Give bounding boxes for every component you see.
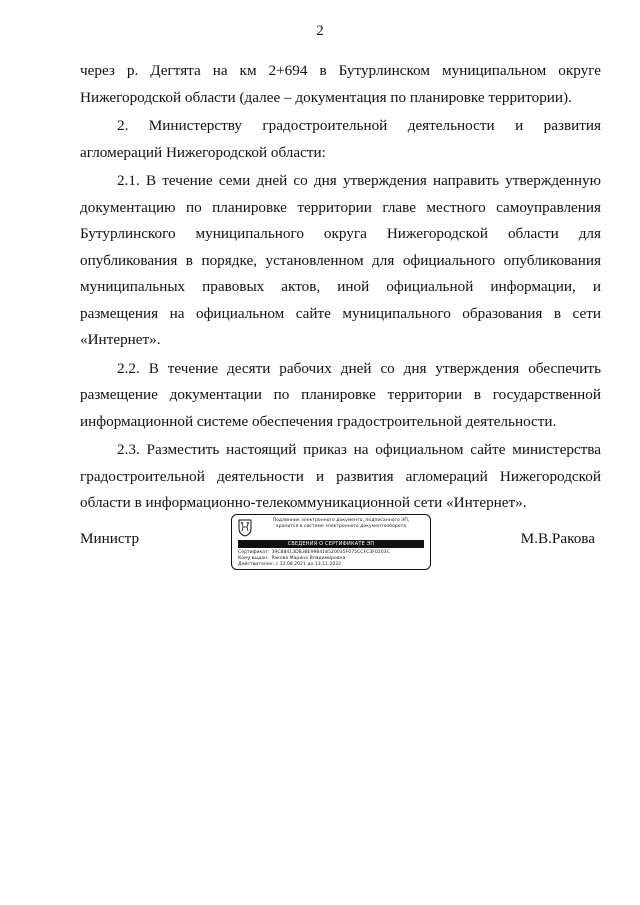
deer-coat-of-arms-icon bbox=[238, 519, 252, 537]
stamp-header-line-2: хранится в системе электронного документооборота bbox=[275, 524, 407, 529]
stamp-header bbox=[256, 518, 426, 530]
issued-to-label: Кому выдан: bbox=[238, 555, 269, 561]
paragraph-item-2-3: 2.3. Разместить настоящий приказ на официальном сайте министерства градостроительной деятельности и развития агломераций Нижегородской области в информационно-телекоммуникационной сети «Интернет». bbox=[80, 441, 601, 511]
signature-block bbox=[80, 514, 601, 574]
page-number: 2 bbox=[316, 23, 324, 39]
valid-value: с 13.08.2021 до 13.11.2022 bbox=[275, 561, 342, 567]
stamp-details bbox=[238, 550, 424, 567]
valid-row bbox=[238, 562, 424, 568]
certificate-value: 39C88413DB38E998418520035F075CCFC3F0203C bbox=[271, 550, 390, 555]
issued-to-value: Ракова Марина Владимировна bbox=[271, 555, 346, 561]
paragraph-item-2-2: 2.2. В течение десяти рабочих дней со дня утверждения обеспечить размещение документации по планировке территории в государственной информационной системе обеспечения градостроительной деятельности. bbox=[80, 359, 601, 430]
stamp-header-line-1: Подлинник электронного документа, подписанного ЭП, bbox=[272, 518, 410, 523]
signer-name: М.В.Ракова bbox=[520, 530, 595, 547]
electronic-signature-stamp bbox=[231, 514, 431, 570]
stamp-certificate-title: СВЕДЕНИЯ О СЕРТИФИКАТЕ ЭП bbox=[238, 540, 424, 548]
paragraph-item-2: 2. Министерству градостроительной деятельности и развития агломераций Нижегородской области: bbox=[80, 117, 601, 161]
document-body bbox=[80, 58, 601, 519]
signer-title: Министр bbox=[80, 530, 140, 547]
certificate-label: Сертификат: bbox=[238, 550, 270, 555]
paragraph-continuation: через р. Дегтята на км 2+694 в Бутурлинском муниципальном округе Нижегородской области (далее – документация по планировке территории). bbox=[80, 62, 601, 106]
paragraph-item-2-1: 2.1. В течение семи дней со дня утверждения направить утвержденную документацию по планировке территории главе местного самоуправления Бутурлинского муниципального округа Нижегородской области для опубликования в порядке, установленном для официального опубликования муниципальных правовых актов, иной официальной информации, и размещения на официальном сайте муниципального образования в сети «Интернет». bbox=[80, 172, 601, 348]
valid-label: Действителен: bbox=[238, 561, 275, 567]
